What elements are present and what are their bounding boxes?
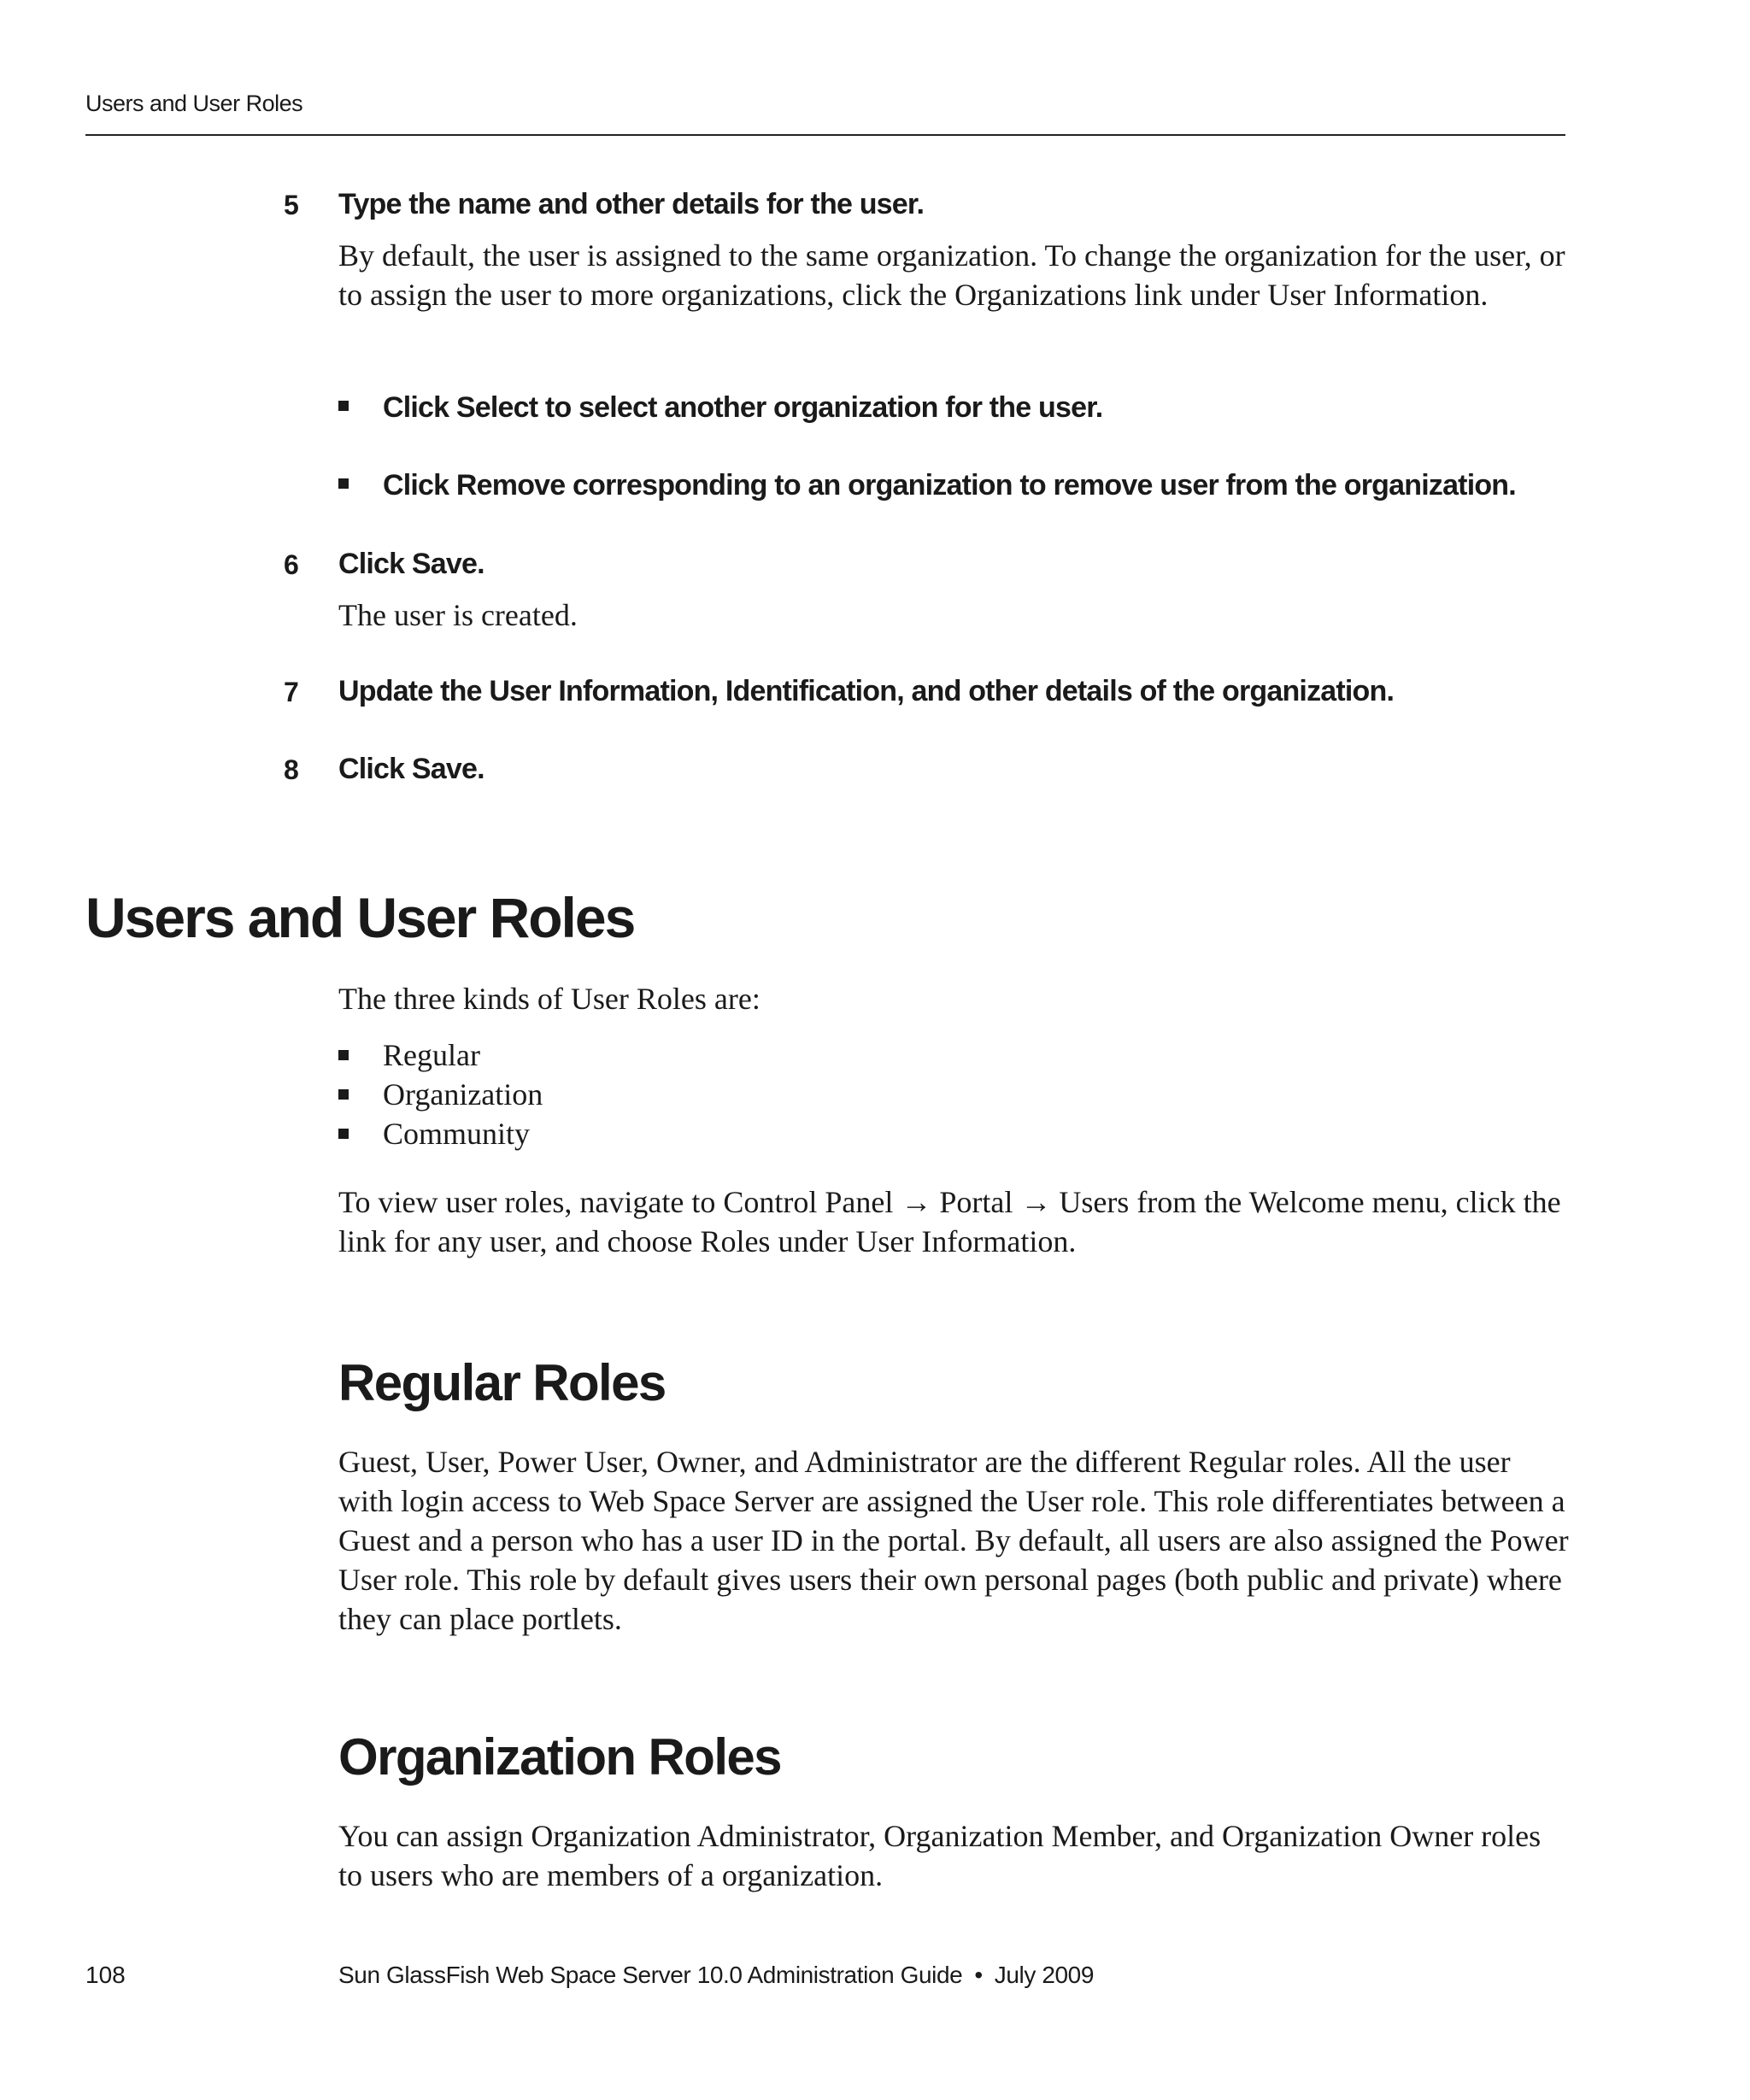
step-title: Update the User Information, Identification, and other details of the organization.: [338, 675, 1395, 707]
list-item: [338, 1035, 543, 1075]
running-footer: [338, 1962, 1094, 1989]
subsection-body: You can assign Organization Administrator, Organization Member, and Organization Owner roles to users who are members of a organization.: [338, 1819, 1542, 1892]
role-kinds-list: [338, 1035, 543, 1153]
subsection-heading: Regular Roles: [338, 1354, 666, 1411]
step-bullet: [338, 469, 1516, 502]
step-number: 6: [284, 549, 299, 580]
step-bullet-text: Click Remove corresponding to an organization to remove user from the organization.: [383, 469, 1516, 502]
section-intro: The three kinds of User Roles are:: [338, 982, 760, 1016]
square-bullet-icon: [338, 1129, 349, 1139]
book-title: Sun GlassFish Web Space Server 10.0 Administration Guide: [338, 1962, 963, 1988]
subsection-body: Guest, User, Power User, Owner, and Administrator are the different Regular roles. All the user with login access to Web Space Server are assigned the User role. This role differentiates between a Guest and a person who has a user ID in the portal. By default, all users are also assigned the Power User role. This role by default gives users their own personal pages (both public and private) where they can place portlets.: [338, 1445, 1569, 1636]
square-bullet-icon: [338, 478, 349, 489]
step-number: 7: [284, 677, 299, 707]
step-bullet-text: Click Select to select another organization for the user.: [383, 391, 1103, 424]
step-body: By default, the user is assigned to the same organization. To change the organization for the user, or to assign the user to more organizations, click the Organizations link under User Information.: [338, 238, 1565, 312]
section-navigation-text: To view user roles, navigate to Control Panel → Portal → Users from the Welcome menu, click the link for any user, and choose Roles under User Information.: [338, 1185, 1561, 1258]
step-title: Click Save.: [338, 548, 484, 580]
subsection-heading: Organization Roles: [338, 1728, 781, 1786]
list-item: [338, 1114, 543, 1153]
square-bullet-icon: [338, 401, 349, 411]
header-rule: [85, 134, 1565, 136]
list-item-text: Regular: [383, 1038, 480, 1072]
step-bullet: [338, 391, 1102, 425]
square-bullet-icon: [338, 1089, 349, 1100]
step-title: Type the name and other details for the user.: [338, 188, 925, 220]
step-number: 5: [284, 190, 299, 220]
page-number: 108: [85, 1962, 126, 1988]
list-item: [338, 1075, 543, 1114]
list-item-text: Organization: [383, 1077, 543, 1112]
step-title: Click Save.: [338, 753, 484, 785]
footer-separator: •: [974, 1962, 983, 1988]
square-bullet-icon: [338, 1050, 349, 1060]
step-number: 8: [284, 754, 299, 785]
section-heading: Users and User Roles: [85, 886, 635, 949]
list-item-text: Community: [383, 1117, 531, 1151]
publication-date: July 2009: [994, 1962, 1095, 1988]
step-body: The user is created.: [338, 598, 578, 632]
running-header: Users and User Roles: [85, 91, 303, 116]
